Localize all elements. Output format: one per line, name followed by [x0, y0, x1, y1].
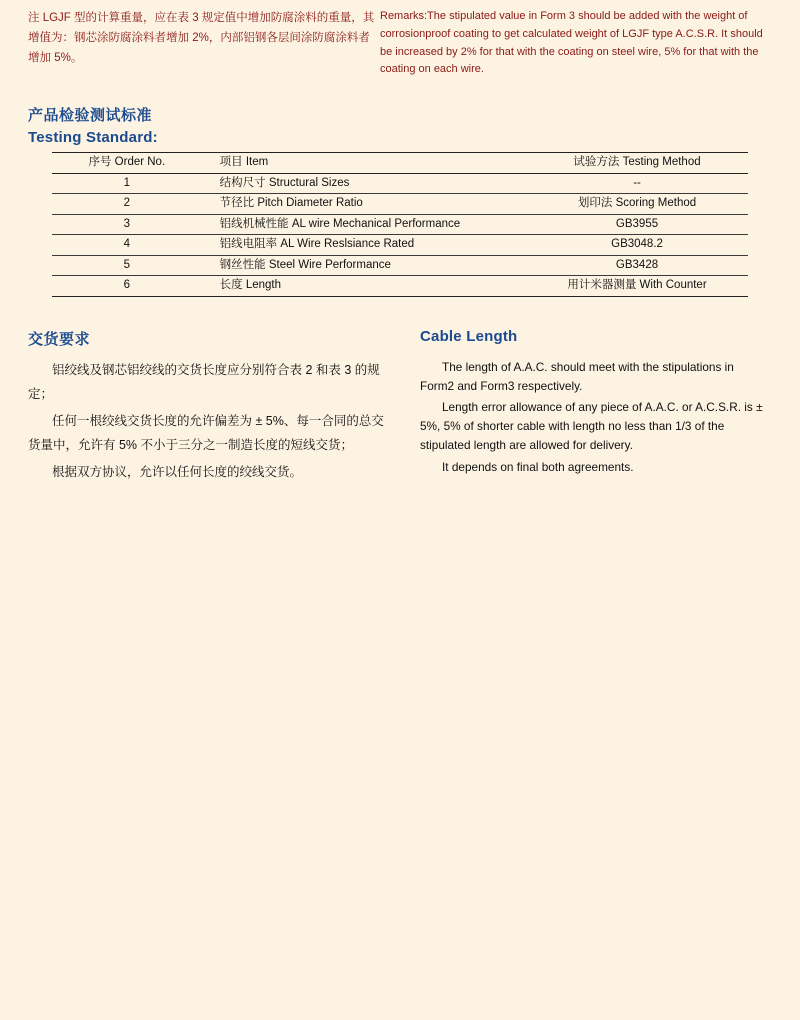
- delivery-heading-en: Cable Length: [420, 328, 518, 345]
- cell-item: 节径比 Pitch Diameter Ratio: [202, 194, 526, 215]
- cell-item: 铝线电阻率 AL Wire Reslsiance Rated: [202, 235, 526, 256]
- delivery-heading-en-block: [420, 328, 517, 345]
- testing-standard-heading-en: Testing Standard:: [28, 129, 158, 146]
- cell-testing-method: GB3428: [526, 255, 748, 276]
- cell-order-no: 3: [52, 214, 202, 235]
- testing-standard-table-wrap: [52, 152, 748, 297]
- delivery-heading-cn-block: [28, 328, 90, 353]
- delivery-paragraph-cn: 根据双方协议，允许以任何长度的绞线交货。: [52, 464, 303, 479]
- delivery-paragraph-cn: 铝绞线及钢芯铝绞线的交货长度应分别符合表 2 和表 3 的规定；: [28, 363, 380, 402]
- cell-testing-method: 用计米器测量 With Counter: [526, 276, 748, 297]
- testing-standard-heading: [28, 104, 158, 146]
- cell-order-no: 2: [52, 194, 202, 215]
- table-row: [52, 276, 748, 297]
- delivery-text-chinese: [0, 358, 400, 486]
- table-row: [52, 235, 748, 256]
- remark-chinese: 注 LGJF 型的计算重量，应在表 3 规定值中增加防腐涂料的重量，其增值为：钢芯涂防腐涂料者增加 2%，内部铝钢各层间涂防腐涂料者增加 5%。: [28, 12, 375, 65]
- remark-english: Remarks:The stipulated value in Form 3 should be added with the weight of corrosionproof coating to get calculated weight of LGJF type A.C.S.R. It should be increased by 2% for that with the coating on steel wire, 5% for that with the coating on each wire.: [380, 10, 763, 76]
- cell-item: 长度 Length: [202, 276, 526, 297]
- cell-order-no: 4: [52, 235, 202, 256]
- cell-order-no: 1: [52, 173, 202, 194]
- cell-order-no: 5: [52, 255, 202, 276]
- table-header-row: [52, 153, 748, 174]
- table-row: [52, 194, 748, 215]
- table-row: [52, 214, 748, 235]
- table-body: [52, 173, 748, 296]
- delivery-paragraph-en: It depends on final both agreements.: [442, 459, 634, 474]
- cell-testing-method: GB3048.2: [526, 235, 748, 256]
- cell-testing-method: GB3955: [526, 214, 748, 235]
- testing-standard-heading-cn: 产品检验测试标准: [28, 107, 153, 124]
- delivery-paragraph-en: Length error allowance of any piece of A.A.C. or A.C.S.R. is ± 5%, 5% of shorter cable with length no less than 1/3 of the stipulated length are allowed for delivery.: [420, 400, 763, 453]
- cell-item: 结构尺寸 Structural Sizes: [202, 173, 526, 194]
- cell-testing-method: --: [526, 173, 748, 194]
- header-order-no: 序号 Order No.: [52, 153, 202, 174]
- table-row: [52, 173, 748, 194]
- delivery-paragraph-en: The length of A.A.C. should meet with the stipulations in Form2 and Form3 respectively.: [420, 360, 734, 394]
- cell-item: 铝线机械性能 AL wire Mechanical Performance: [202, 214, 526, 235]
- remarks-block: [0, 8, 800, 79]
- testing-standard-table: [52, 152, 748, 297]
- delivery-text-english: [400, 358, 800, 486]
- delivery-heading-cn: 交货要求: [28, 331, 91, 348]
- header-testing-method: 试验方法 Testing Method: [526, 153, 748, 174]
- table-row: [52, 255, 748, 276]
- header-item: 项目 Item: [202, 153, 526, 174]
- delivery-paragraph-cn: 任何一根绞线交货长度的允许偏差为 ± 5%、每一合同的总交货量中，允许有 5% 不小于三分之一制造长度的短线交货；: [28, 413, 384, 453]
- cell-item: 钢丝性能 Steel Wire Performance: [202, 255, 526, 276]
- delivery-body: [0, 358, 800, 486]
- cell-order-no: 6: [52, 276, 202, 297]
- cell-testing-method: 划印法 Scoring Method: [526, 194, 748, 215]
